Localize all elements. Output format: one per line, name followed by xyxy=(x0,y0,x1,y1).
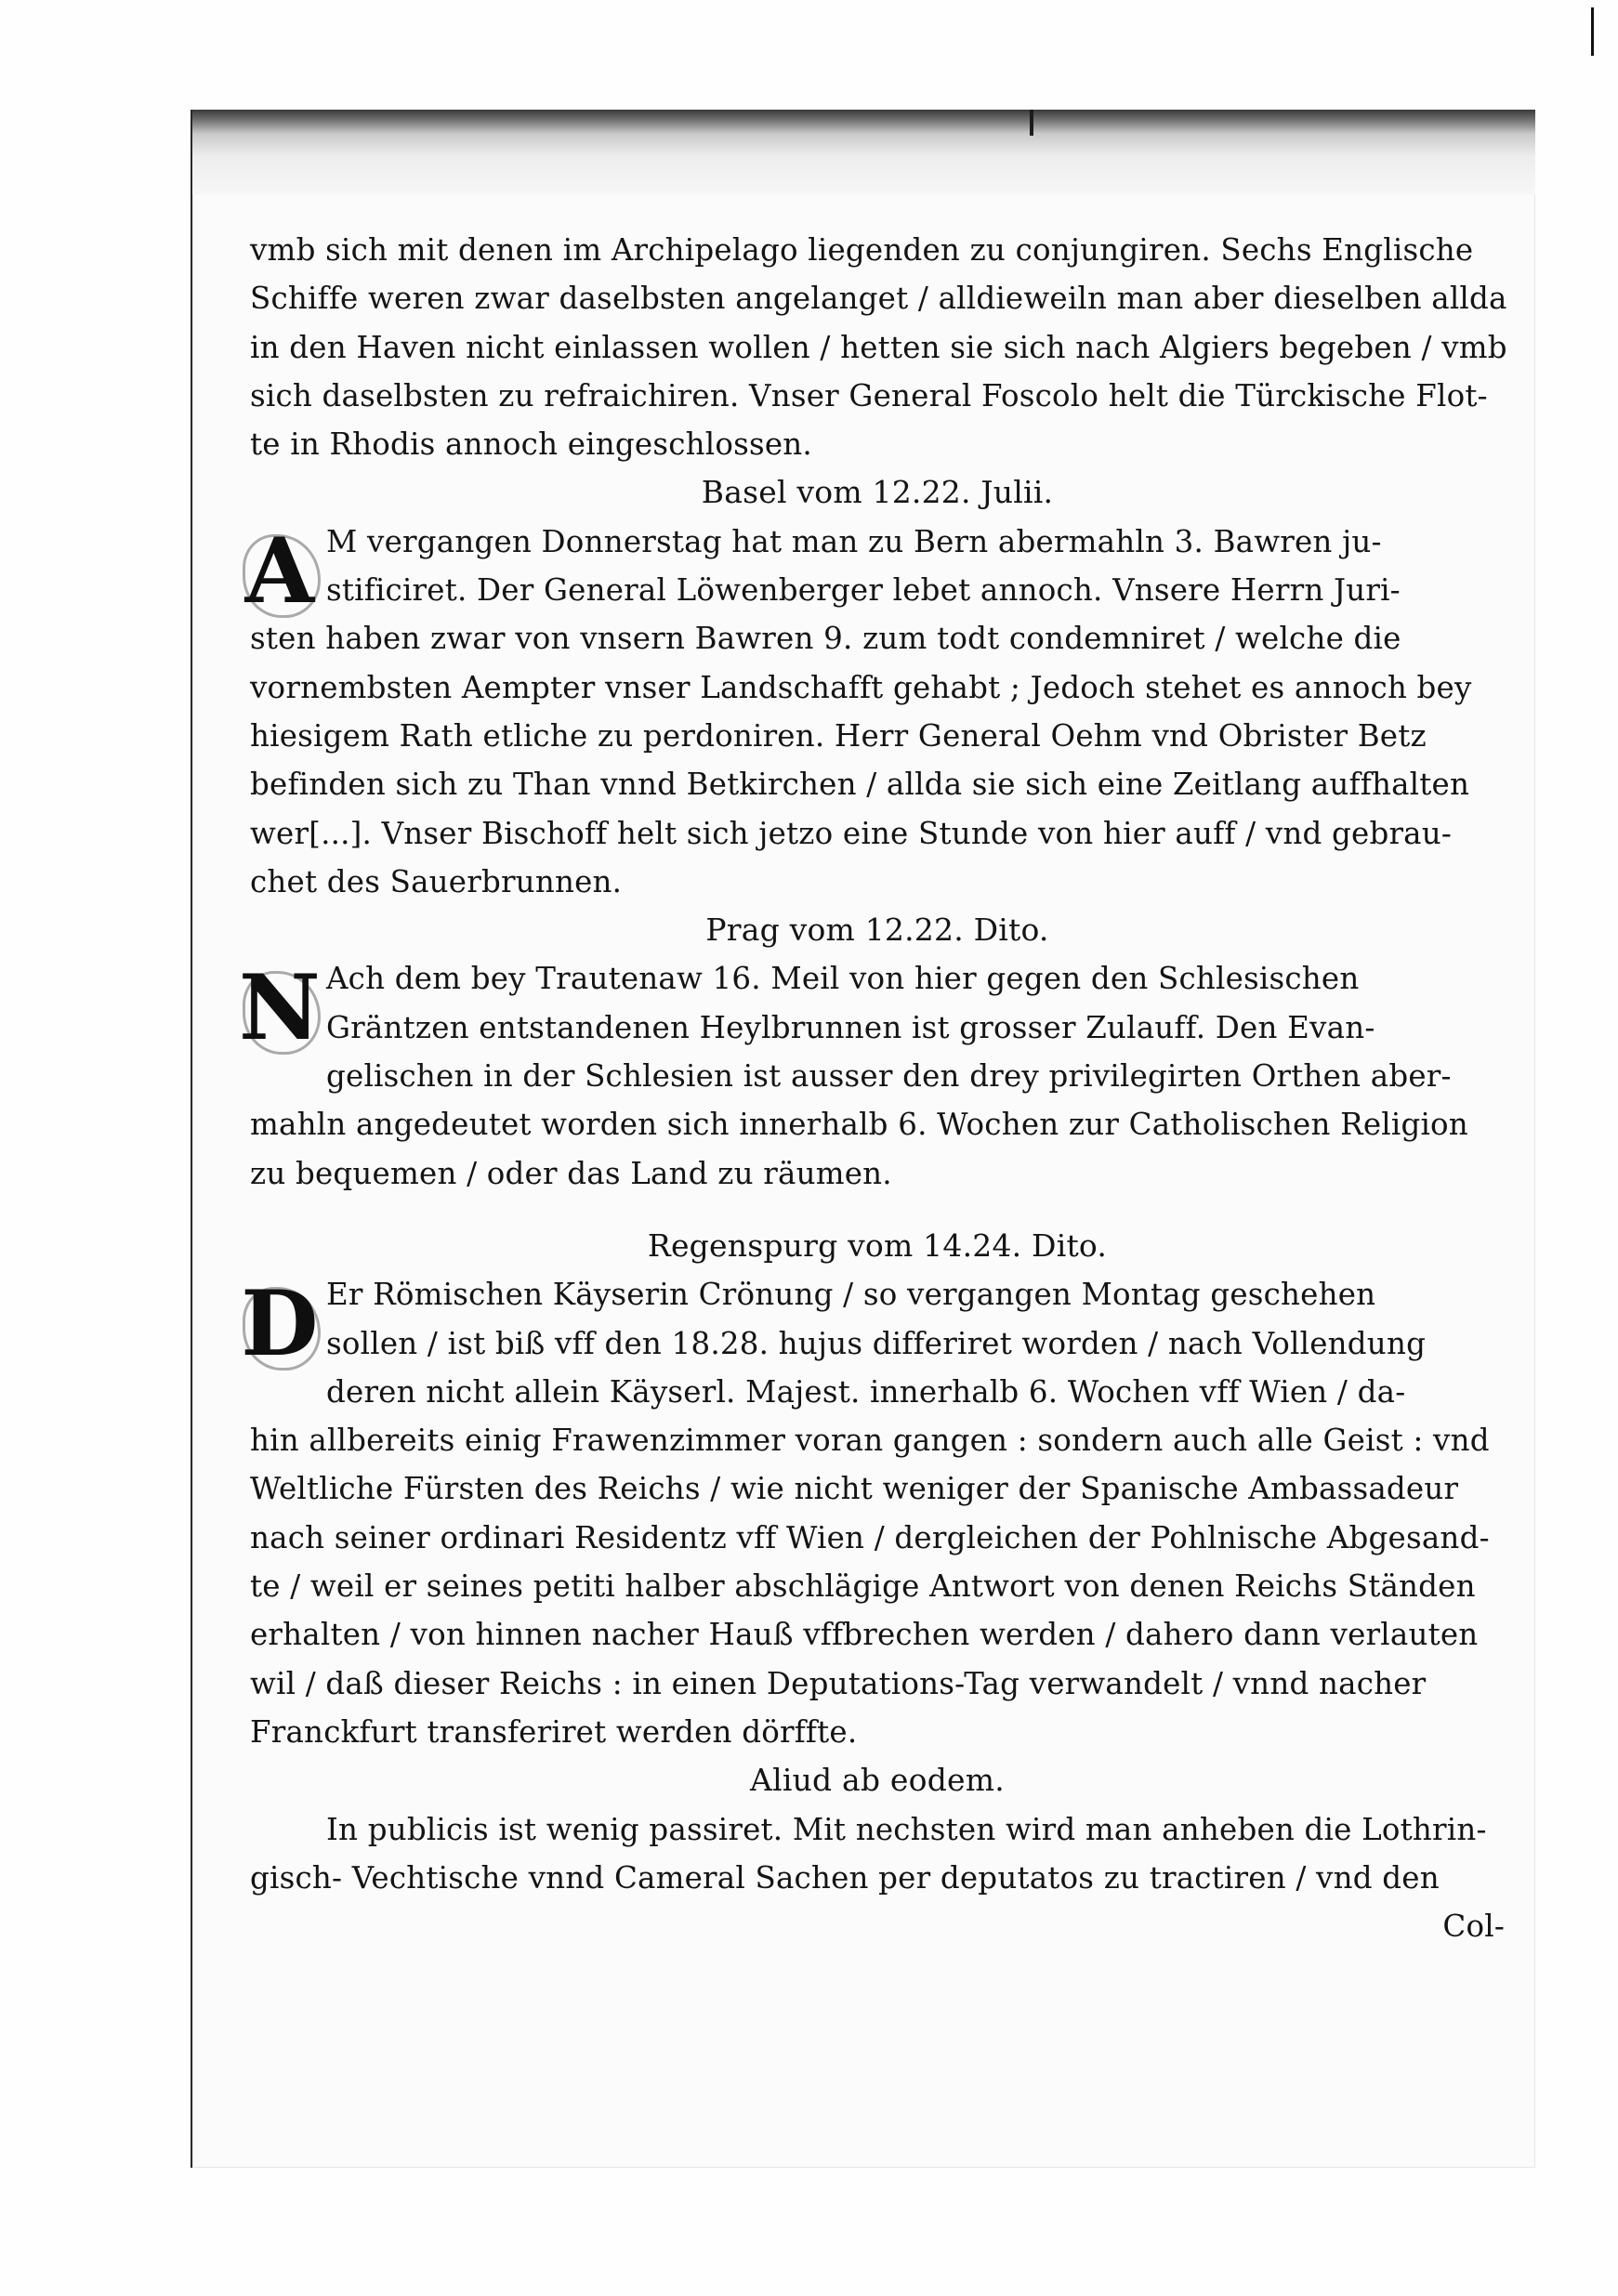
text-line: te / weil er seines petiti halber abschlägige Antwort von denen Reichs Ständen xyxy=(250,1568,1476,1605)
text-line: sten haben zwar von vnsern Bawren 9. zum todt condemniret / welche die xyxy=(250,621,1401,657)
section-prag xyxy=(239,954,1505,1197)
text-line: befinden sich zu Than vnnd Betkirchen / allda sie sich eine Zeitlang auffhalten xyxy=(250,767,1470,803)
text-line: hiesigem Rath etliche zu perdoniren. Herr General Oehm vnd Obrister Betz xyxy=(250,717,1427,754)
text-line: vornembsten Aempter vnser Landschafft gehabt ; Jedoch stehet es annoch bey xyxy=(250,669,1472,705)
page-top-shadow xyxy=(192,110,1535,195)
catchword: Col- xyxy=(1442,1909,1505,1945)
book-page xyxy=(191,110,1535,2168)
section-heading-prag: Prag vom 12.22. Dito. xyxy=(705,912,1049,949)
text-line: stificiret. Der General Löwenberger lebet annoch. Vnsere Herrn Juri- xyxy=(326,572,1401,609)
text-line: te in Rhodis annoch eingeschlossen. xyxy=(250,426,812,463)
decorated-initial: N xyxy=(239,955,321,1061)
section-basel xyxy=(244,518,1505,906)
text-line: sollen / ist biß vff den 18.28. hujus differiret worden / nach Vollendung xyxy=(326,1325,1427,1361)
text-line: Schiffe weren zwar daselbsten angelanget / alldieweiln man aber dieselben allda xyxy=(250,281,1507,317)
scan-edge-mark xyxy=(1591,7,1594,56)
text-line: hin allbereits einig Frawenzimmer voran gangen : sondern auch alle Geist : vnd xyxy=(250,1423,1490,1459)
text-line: sich daselbsten zu refraichiren. Vnser General Foscolo helt die Türckische Flot- xyxy=(250,377,1488,413)
section-heading-aliud: Aliud ab eodem. xyxy=(750,1762,1005,1799)
intro-paragraph xyxy=(250,226,1505,468)
text-line: Gräntzen entstandenen Heylbrunnen ist grosser Zulauff. Den Evan- xyxy=(326,1009,1375,1045)
text-line: in den Haven nicht einlassen wollen / hetten sie sich nach Algiers begeben / vmb xyxy=(250,329,1507,365)
text-line: gelischen in der Schlesien ist ausser den drey privilegirten Orthen aber- xyxy=(326,1058,1452,1095)
text-line: Ach dem bey Trautenaw 16. Meil von hier gegen den Schlesischen xyxy=(326,961,1360,997)
text-line: vmb sich mit denen im Archipelago liegenden zu conjungiren. Sechs Englische xyxy=(250,232,1474,268)
decorated-initial: A xyxy=(239,527,321,616)
text-line: chet des Sauerbrunnen. xyxy=(250,863,623,899)
text-line: deren nicht allein Käyserl. Majest. innerhalb 6. Wochen vff Wien / da- xyxy=(326,1373,1406,1410)
text-line: Er Römischen Käyserin Crönung / so vergangen Montag geschehen xyxy=(326,1277,1376,1313)
text-line: nach seiner ordinari Residentz vff Wien / dergleichen der Pohlnische Abgesand- xyxy=(250,1519,1490,1555)
text-line: mahln angedeutet worden sich innerhalb 6. Wochen zur Catholischen Religion xyxy=(250,1107,1468,1143)
text-line: erhalten / von hinnen nacher Hauß vffbrechen werden / dahero dann verlauten xyxy=(250,1617,1479,1653)
decorated-initial: D xyxy=(239,1279,321,1369)
section-heading-regenspurg: Regenspurg vom 14.24. Dito. xyxy=(647,1227,1108,1264)
text-line: zu bequemen / oder das Land zu räumen. xyxy=(250,1155,892,1191)
page-text xyxy=(239,226,1507,1950)
text-line: In publicis ist wenig passiret. Mit nechsten wird man anheben die Lothrin- xyxy=(326,1811,1487,1847)
section-regenspurg xyxy=(241,1270,1505,1756)
text-line: Franckfurt transferiret werden dörffte. xyxy=(250,1713,858,1750)
text-line: wil / daß dieser Reichs : in einen Deputations-Tag verwandelt / vnnd nacher xyxy=(250,1665,1427,1701)
text-line: Weltliche Fürsten des Reichs / wie nicht weniger der Spanische Ambassadeur xyxy=(250,1471,1459,1507)
top-mark xyxy=(1030,110,1033,136)
text-line: gisch- Vechtische vnnd Cameral Sachen per deputatos zu tractiren / vnd den xyxy=(250,1859,1440,1896)
text-line: wer[...]. Vnser Bischoff helt sich jetzo eine Stunde von hier auff / vnd gebrau- xyxy=(250,815,1453,851)
section-heading-basel: Basel vom 12.22. Julii. xyxy=(701,474,1054,511)
text-line: M vergangen Donnerstag hat man zu Bern abermahln 3. Bawren ju- xyxy=(326,523,1382,559)
section-aliud xyxy=(250,1805,1505,1903)
